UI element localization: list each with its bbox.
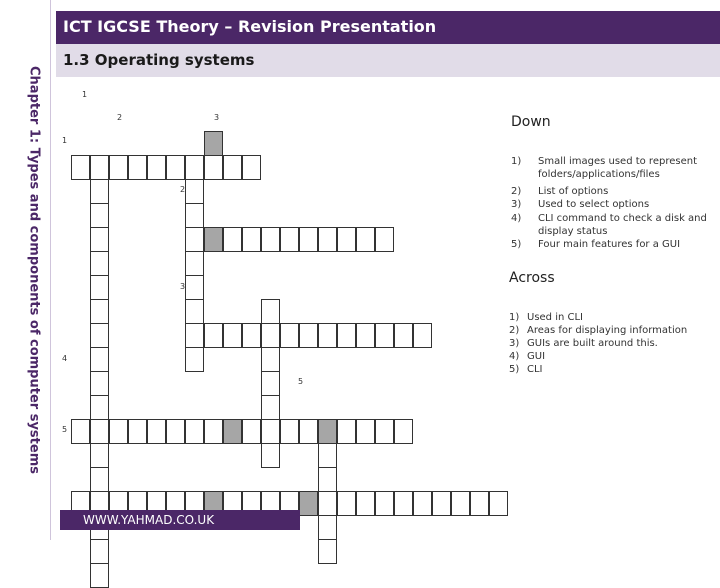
crossword-cell[interactable]	[90, 467, 109, 492]
crossword-cell[interactable]	[375, 227, 394, 252]
crossword-cell[interactable]	[261, 419, 280, 444]
across-5-label: 5	[62, 425, 68, 434]
crossword-cell[interactable]	[90, 323, 109, 348]
crossword-cell[interactable]	[185, 347, 204, 372]
crossword-cell[interactable]	[261, 395, 280, 420]
down-3-label: 3	[214, 113, 220, 122]
crossword-cell[interactable]	[223, 155, 242, 180]
crossword-cell[interactable]	[109, 155, 128, 180]
section-title: 1.3 Operating systems	[63, 51, 255, 69]
across-2-label: 2	[180, 185, 186, 194]
crossword-cell[interactable]	[90, 203, 109, 228]
crossword-cell[interactable]	[90, 251, 109, 276]
crossword-cell[interactable]	[185, 155, 204, 180]
down-clues	[511, 156, 711, 252]
crossword-cell[interactable]	[147, 419, 166, 444]
crossword-cell[interactable]	[90, 419, 109, 444]
crossword-cell[interactable]	[71, 419, 90, 444]
crossword-cell[interactable]	[185, 419, 204, 444]
crossword-cell[interactable]	[109, 419, 128, 444]
sidebar	[0, 0, 51, 540]
down-5-label: 5	[298, 377, 304, 386]
crossword-cell[interactable]	[413, 491, 432, 516]
crossword-cell[interactable]	[299, 227, 318, 252]
crossword-cell[interactable]	[489, 491, 508, 516]
crossword-cell[interactable]	[128, 155, 147, 180]
crossword-cell[interactable]	[318, 227, 337, 252]
crossword-cell[interactable]	[185, 275, 204, 300]
crossword-cell[interactable]	[432, 491, 451, 516]
presentation-title: ICT IGCSE Theory – Revision Presentation	[63, 17, 437, 36]
crossword-cell[interactable]	[337, 419, 356, 444]
crossword-cell[interactable]	[90, 299, 109, 324]
crossword-cell[interactable]	[185, 251, 204, 276]
crossword-cell[interactable]	[318, 491, 337, 516]
crossword-cell[interactable]	[394, 419, 413, 444]
crossword-cell[interactable]	[375, 323, 394, 348]
across-clue-3: 3) GUIs are built around this.	[509, 338, 658, 349]
crossword-cell[interactable]	[337, 323, 356, 348]
crossword-cell[interactable]	[204, 155, 223, 180]
crossword-cell-shaded[interactable]	[204, 227, 223, 252]
down-clue-5: 5) Four main features for a GUI	[511, 239, 681, 250]
crossword-cell[interactable]	[394, 323, 413, 348]
down-heading: Down	[511, 114, 551, 130]
crossword-cell[interactable]	[204, 323, 223, 348]
crossword-cell[interactable]	[337, 491, 356, 516]
crossword-cell[interactable]	[71, 155, 90, 180]
crossword-cell[interactable]	[261, 323, 280, 348]
across-3-label: 3	[180, 282, 186, 291]
crossword-cell[interactable]	[223, 227, 242, 252]
across-clues	[509, 312, 709, 377]
crossword-cell[interactable]	[185, 323, 204, 348]
crossword-cell[interactable]	[356, 227, 375, 252]
across-clue-1: 1) Used in CLI	[509, 312, 584, 323]
down-clue-4: 4) CLI command to check a disk and display status	[511, 213, 707, 237]
footer-link[interactable]: WWW.YAHMAD.CO.UK	[83, 513, 215, 527]
crossword-cell[interactable]	[356, 419, 375, 444]
crossword-cell-shaded[interactable]	[223, 419, 242, 444]
crossword-cell-shaded[interactable]	[318, 419, 337, 444]
crossword-cell[interactable]	[90, 563, 109, 588]
chapter-title: Chapter 1: Types and components of computer systems	[26, 66, 42, 474]
down-clue-3: 3) Used to select options	[511, 199, 650, 210]
crossword-cell[interactable]	[337, 227, 356, 252]
crossword-cell[interactable]	[185, 227, 204, 252]
crossword-cell[interactable]	[280, 227, 299, 252]
crossword-cell[interactable]	[470, 491, 489, 516]
crossword-cell[interactable]	[261, 227, 280, 252]
crossword-cell[interactable]	[185, 203, 204, 228]
across-clue-4: 4) GUI	[509, 351, 546, 362]
crossword-cell[interactable]	[318, 443, 337, 468]
crossword-cell[interactable]	[261, 443, 280, 468]
down-1-label: 1	[82, 90, 88, 99]
crossword-cell[interactable]	[356, 491, 375, 516]
crossword-cell[interactable]	[90, 347, 109, 372]
crossword-cell[interactable]	[280, 419, 299, 444]
crossword-cell[interactable]	[356, 323, 375, 348]
crossword-cell[interactable]	[90, 179, 109, 204]
crossword-cell[interactable]	[204, 419, 223, 444]
crossword-cell[interactable]	[166, 155, 185, 180]
down-clue-1: 1) Small images used to represent folders/applications/files	[511, 156, 697, 180]
crossword-cell[interactable]	[242, 419, 261, 444]
crossword-cell[interactable]	[90, 539, 109, 564]
crossword-cell[interactable]	[318, 467, 337, 492]
crossword-cell-shaded[interactable]	[299, 491, 318, 516]
crossword-cell[interactable]	[242, 323, 261, 348]
crossword-cell[interactable]	[413, 323, 432, 348]
crossword-cell-shaded[interactable]	[204, 131, 223, 156]
crossword-cell[interactable]	[185, 299, 204, 324]
crossword-cell[interactable]	[90, 275, 109, 300]
crossword-cell[interactable]	[242, 227, 261, 252]
crossword-cell[interactable]	[261, 347, 280, 372]
crossword-cell[interactable]	[128, 419, 147, 444]
crossword-cell[interactable]	[299, 323, 318, 348]
crossword-cell[interactable]	[90, 155, 109, 180]
across-clue-5: 5) CLI	[509, 364, 543, 375]
crossword-cell[interactable]	[394, 491, 413, 516]
crossword-cell[interactable]	[451, 491, 470, 516]
crossword-cell[interactable]	[261, 371, 280, 396]
crossword-cell[interactable]	[90, 443, 109, 468]
crossword-cell[interactable]	[375, 419, 394, 444]
crossword-cell[interactable]	[318, 323, 337, 348]
crossword-cell[interactable]	[223, 323, 242, 348]
crossword-cell[interactable]	[280, 323, 299, 348]
crossword-cell[interactable]	[242, 155, 261, 180]
crossword-cell[interactable]	[375, 491, 394, 516]
crossword-cell[interactable]	[90, 395, 109, 420]
crossword-cell[interactable]	[90, 371, 109, 396]
across-heading: Across	[509, 270, 555, 286]
crossword-cell[interactable]	[318, 515, 337, 540]
crossword-cell[interactable]	[90, 227, 109, 252]
crossword-cell[interactable]	[299, 419, 318, 444]
down-clue-2: 2) List of options	[511, 186, 609, 197]
across-1-label: 1	[62, 136, 68, 145]
crossword-cell[interactable]	[166, 419, 185, 444]
crossword-cell[interactable]	[147, 155, 166, 180]
down-2-label: 2	[117, 113, 123, 122]
crossword-cell[interactable]	[318, 539, 337, 564]
across-4-label: 4	[62, 354, 68, 363]
crossword-cell[interactable]	[185, 179, 204, 204]
crossword-cell[interactable]	[261, 299, 280, 324]
across-clue-2: 2) Areas for displaying information	[509, 325, 688, 336]
